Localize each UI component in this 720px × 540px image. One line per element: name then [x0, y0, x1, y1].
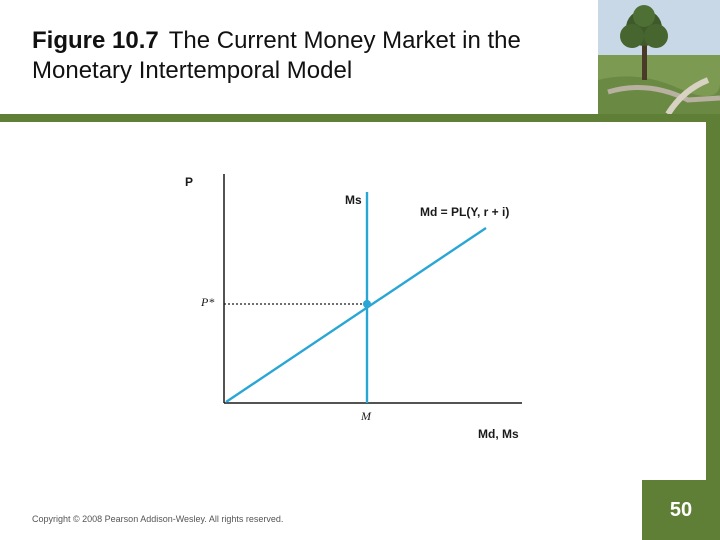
y-axis-label: P — [185, 175, 194, 189]
page-number: 50 — [642, 480, 720, 540]
figure-title: The Current Money Market in the Monetary Intertemporal Model — [32, 27, 521, 84]
supply-label: Ms — [345, 193, 362, 207]
demand-label: Md = PL(Y, r + i) — [420, 205, 510, 219]
price-marker-label: P* — [201, 295, 215, 309]
copyright-notice: Copyright © 2008 Pearson Addison-Wesley. All rights reserved. — [32, 514, 284, 524]
equilibrium-point — [363, 300, 371, 308]
money-demand-curve — [226, 228, 486, 402]
quantity-marker-label: M — [361, 409, 371, 423]
figure-label: Figure 10.7 — [32, 27, 159, 54]
x-axis-label: Md, Ms — [478, 427, 519, 441]
